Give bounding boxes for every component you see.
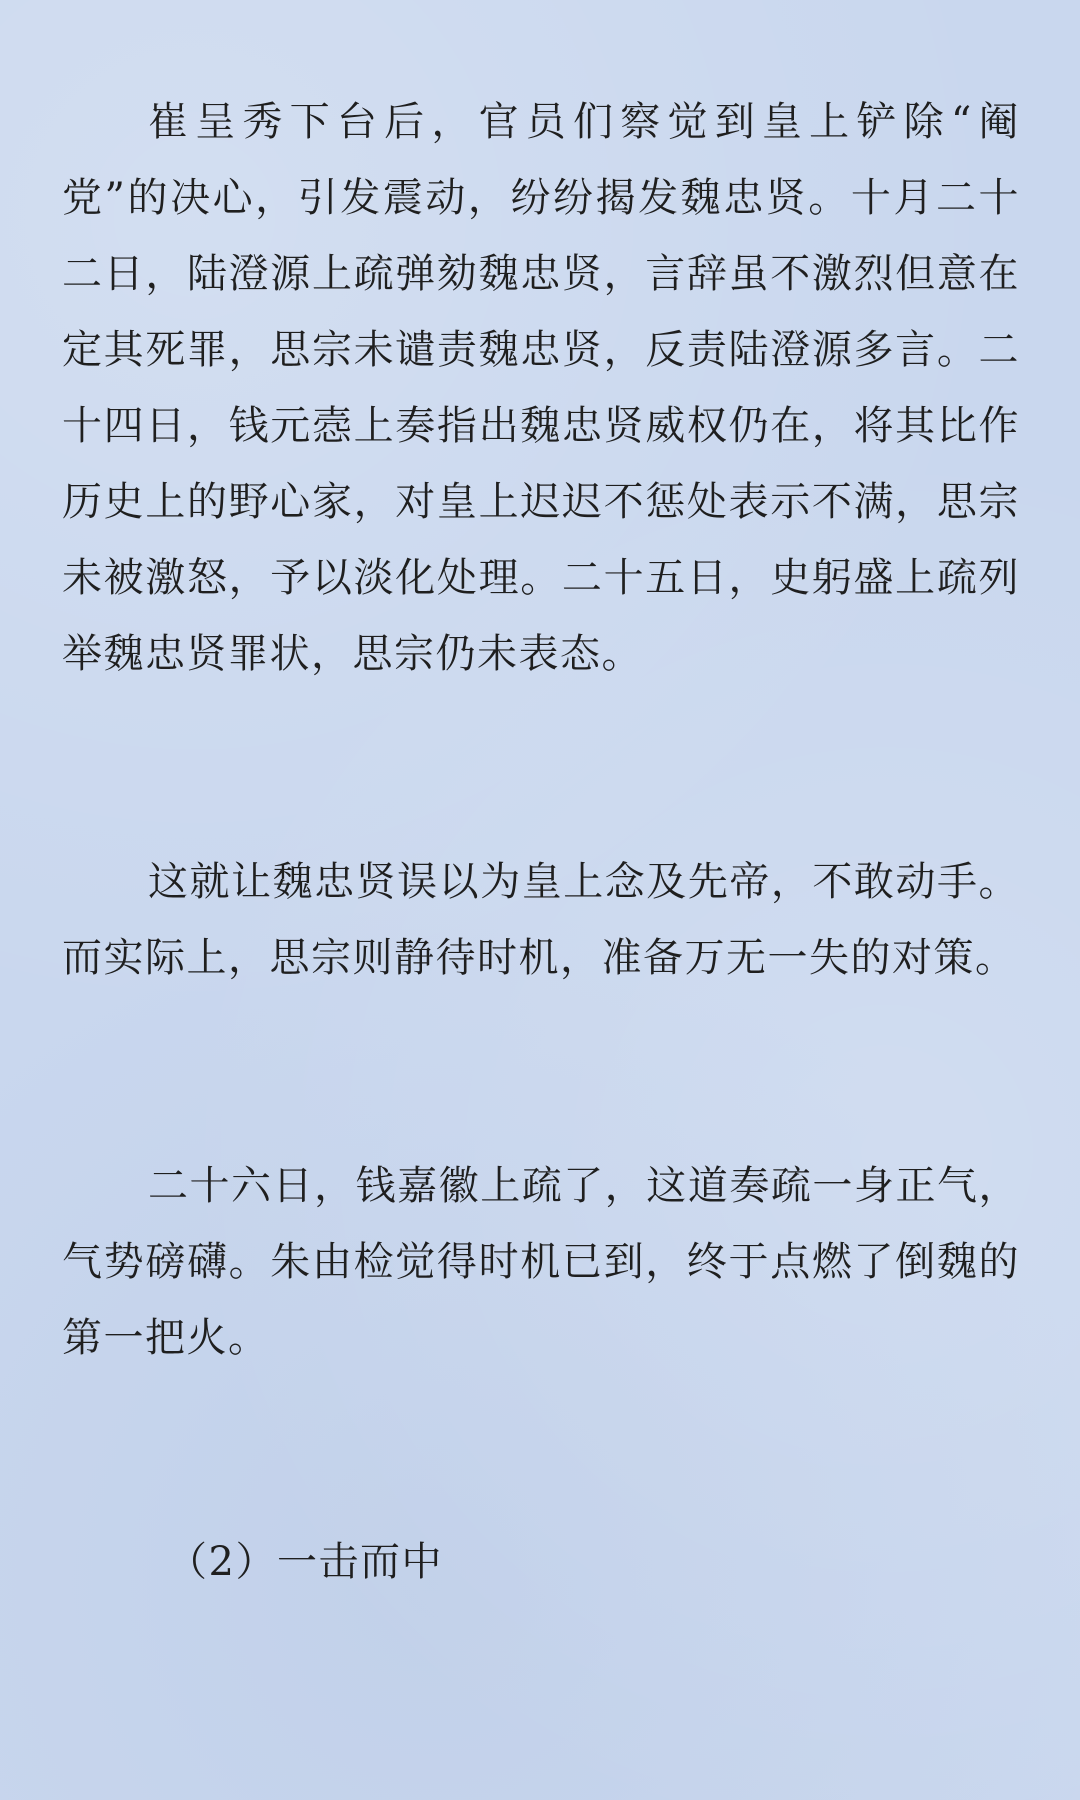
paragraph-qian-jiahui: 二十六日，钱嘉徽上疏了，这道奏疏一身正气，气势磅礴。朱由检觉得时机已到，终于点燃了倒魏的第一把火。	[62, 1163, 1020, 1361]
paragraph-cui-chengxiu: 崔呈秀下台后，官员们察觉到皇上铲除“阉党”的决心，引发震动，纷纷揭发魏忠贤。十月二十二日，陆澄源上疏弹劾魏忠贤，言辞虽不激烈但意在定其死罪，思宗未谴责魏忠贤，反责陆澄源多言。二十四日，钱元悫上奏指出魏忠贤威权仍在，将其比作历史上的野心家，对皇上迟迟不惩处表示不满，思宗未被激怒，予以淡化处理。二十五日，史躬盛上疏列举魏忠贤罪状，思宗仍未表态。	[62, 99, 1020, 677]
section-heading: （2）一击而中	[167, 1539, 443, 1585]
paragraph-wei-misjudges: 这就让魏忠贤误以为皇上念及先帝，不敢动手。而实际上，思宗则静待时机，准备万无一失的对策。	[62, 859, 1020, 981]
